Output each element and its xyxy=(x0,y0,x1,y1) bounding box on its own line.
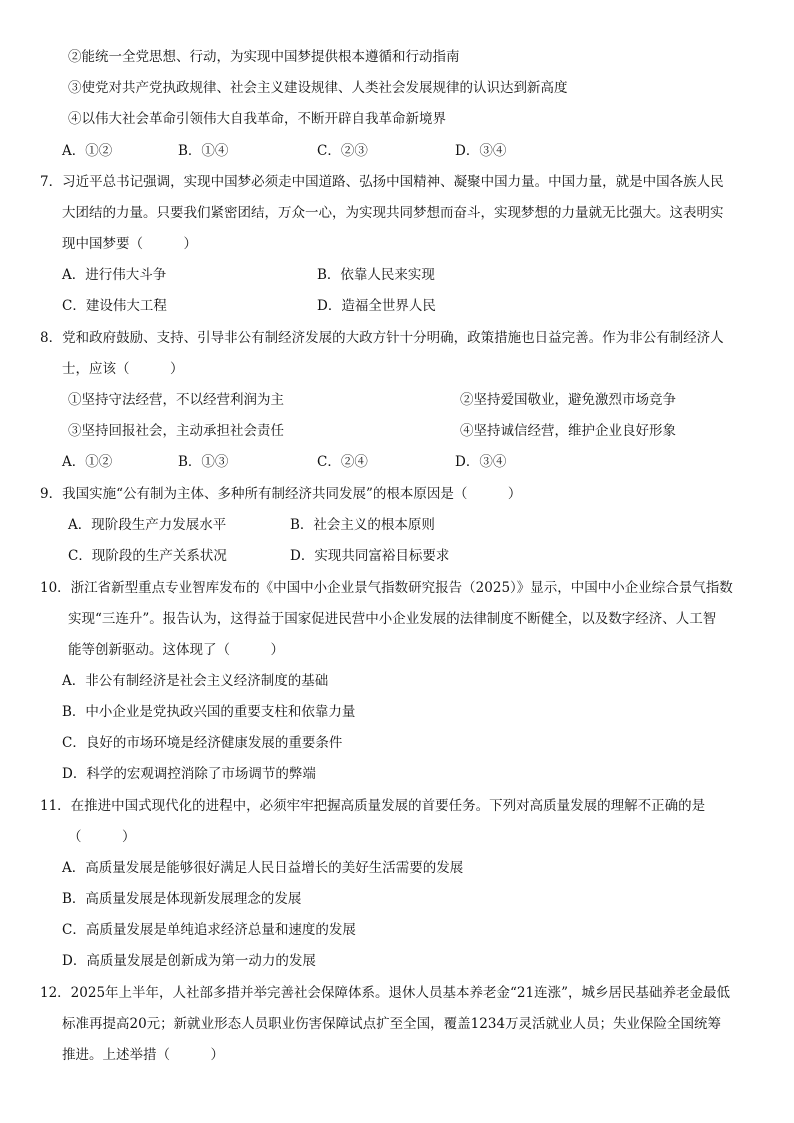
statement-2: ②能统一全党思想、行动，为实现中国梦提供根本遵循和行动指南 xyxy=(68,49,460,65)
q7-option-a[interactable]: A．进行伟大斗争 xyxy=(62,267,167,283)
q10-stem-line-3: 能等创新驱动。这体现了（ ） xyxy=(68,642,284,658)
q10-option-d[interactable]: D．科学的宏观调控消除了市场调节的弊端 xyxy=(62,766,316,782)
q11-option-b[interactable]: B．高质量发展是体现新发展理念的发展 xyxy=(62,891,302,907)
q11-stem-line-2: （ ） xyxy=(68,829,136,845)
q9-option-a[interactable]: A．现阶段生产力发展水平 xyxy=(68,517,227,533)
q10-option-b[interactable]: B．中小企业是党执政兴国的重要支柱和依靠力量 xyxy=(62,704,356,720)
q9-option-c[interactable]: C．现阶段的生产关系状况 xyxy=(68,548,227,564)
q8-statement-1: ①坚持守法经营，不以经营利润为主 xyxy=(68,392,284,408)
q10-stem-line-1: 10．浙江省新型重点专业智库发布的《中国中小企业景气指数研究报告（2025）》显示，中国中小企业综合景气指数 xyxy=(40,580,733,596)
option-d[interactable]: D．③④ xyxy=(455,143,507,159)
q7-option-b[interactable]: B．依靠人民来实现 xyxy=(317,267,435,283)
q7-stem-line-2: 大团结的力量。只要我们紧密团结，万众一心，为实现共同梦想而奋斗，实现梦想的力量就无比强大。这表明实 xyxy=(62,205,724,221)
q12-stem-line-3: 推进。上述举措（ ） xyxy=(62,1047,224,1063)
q7-stem-line-1: 7．习近平总书记强调，实现中国梦必须走中国道路、弘扬中国精神、凝聚中国力量。中国力量，就是中国各族人民 xyxy=(40,174,724,190)
statement-4: ④以伟大社会革命引领伟大自我革命，不断开辟自我革命新境界 xyxy=(68,111,446,127)
q11-stem-line-1: 11．在推进中国式现代化的进程中，必须牢牢把握高质量发展的首要任务。下列对高质量发展的理解不正确的是 xyxy=(40,798,706,814)
q8-stem-line-2: 士，应该（ ） xyxy=(62,361,184,377)
option-a[interactable]: A．①② xyxy=(62,143,113,159)
option-b[interactable]: B．①④ xyxy=(178,143,229,159)
q10-stem-line-2: 实现“三连升”。报告认为，这得益于国家促进民营中小企业发展的法律制度不断健全，以及数字经济、人工智 xyxy=(68,611,717,627)
q10-option-a[interactable]: A．非公有制经济是社会主义经济制度的基础 xyxy=(62,673,329,689)
q8-statement-3: ③坚持回报社会，主动承担社会责任 xyxy=(68,423,284,439)
q11-option-d[interactable]: D．高质量发展是创新成为第一动力的发展 xyxy=(62,953,316,969)
q8-option-b[interactable]: B．①③ xyxy=(178,454,229,470)
q10-option-c[interactable]: C．良好的市场环境是经济健康发展的重要条件 xyxy=(62,735,343,751)
q12-stem-line-2: 标准再提高20元；新就业形态人员职业伤害保障试点扩至全国，覆盖1234万灵活就业人员；失业保险全国统筹 xyxy=(62,1016,722,1032)
q7-option-c[interactable]: C．建设伟大工程 xyxy=(62,298,167,314)
q9-stem-line-1: 9．我国实施“公有制为主体、多种所有制经济共同发展”的根本原因是（ ） xyxy=(40,486,522,502)
q11-option-a[interactable]: A．高质量发展是能够很好满足人民日益增长的美好生活需要的发展 xyxy=(62,860,464,876)
q8-option-c[interactable]: C．②④ xyxy=(317,454,368,470)
q9-option-b[interactable]: B．社会主义的根本原则 xyxy=(290,517,435,533)
q11-option-c[interactable]: C．高质量发展是单纯追求经济总量和速度的发展 xyxy=(62,922,356,938)
q8-option-a[interactable]: A．①② xyxy=(62,454,113,470)
option-c[interactable]: C．②③ xyxy=(317,143,368,159)
q7-option-d[interactable]: D．造福全世界人民 xyxy=(317,298,436,314)
statement-3: ③使党对共产党执政规律、社会主义建设规律、人类社会发展规律的认识达到新高度 xyxy=(68,80,568,96)
q9-option-d[interactable]: D．实现共同富裕目标要求 xyxy=(290,548,450,564)
q7-stem-line-3: 现中国梦要（ ） xyxy=(62,236,197,252)
q8-statement-2: ②坚持爱国敬业，避免激烈市场竞争 xyxy=(460,392,676,408)
q8-statement-4: ④坚持诚信经营，维护企业良好形象 xyxy=(460,423,676,439)
q8-stem-line-1: 8．党和政府鼓励、支持、引导非公有制经济发展的大政方针十分明确，政策措施也日益完善。作为非公有制经济人 xyxy=(40,330,724,346)
q12-stem-line-1: 12．2025年上半年，人社部多措并举完善社会保障体系。退休人员基本养老金“21连涨”，城乡居民基础养老金最低 xyxy=(40,985,731,1001)
q8-option-d[interactable]: D．③④ xyxy=(455,454,507,470)
